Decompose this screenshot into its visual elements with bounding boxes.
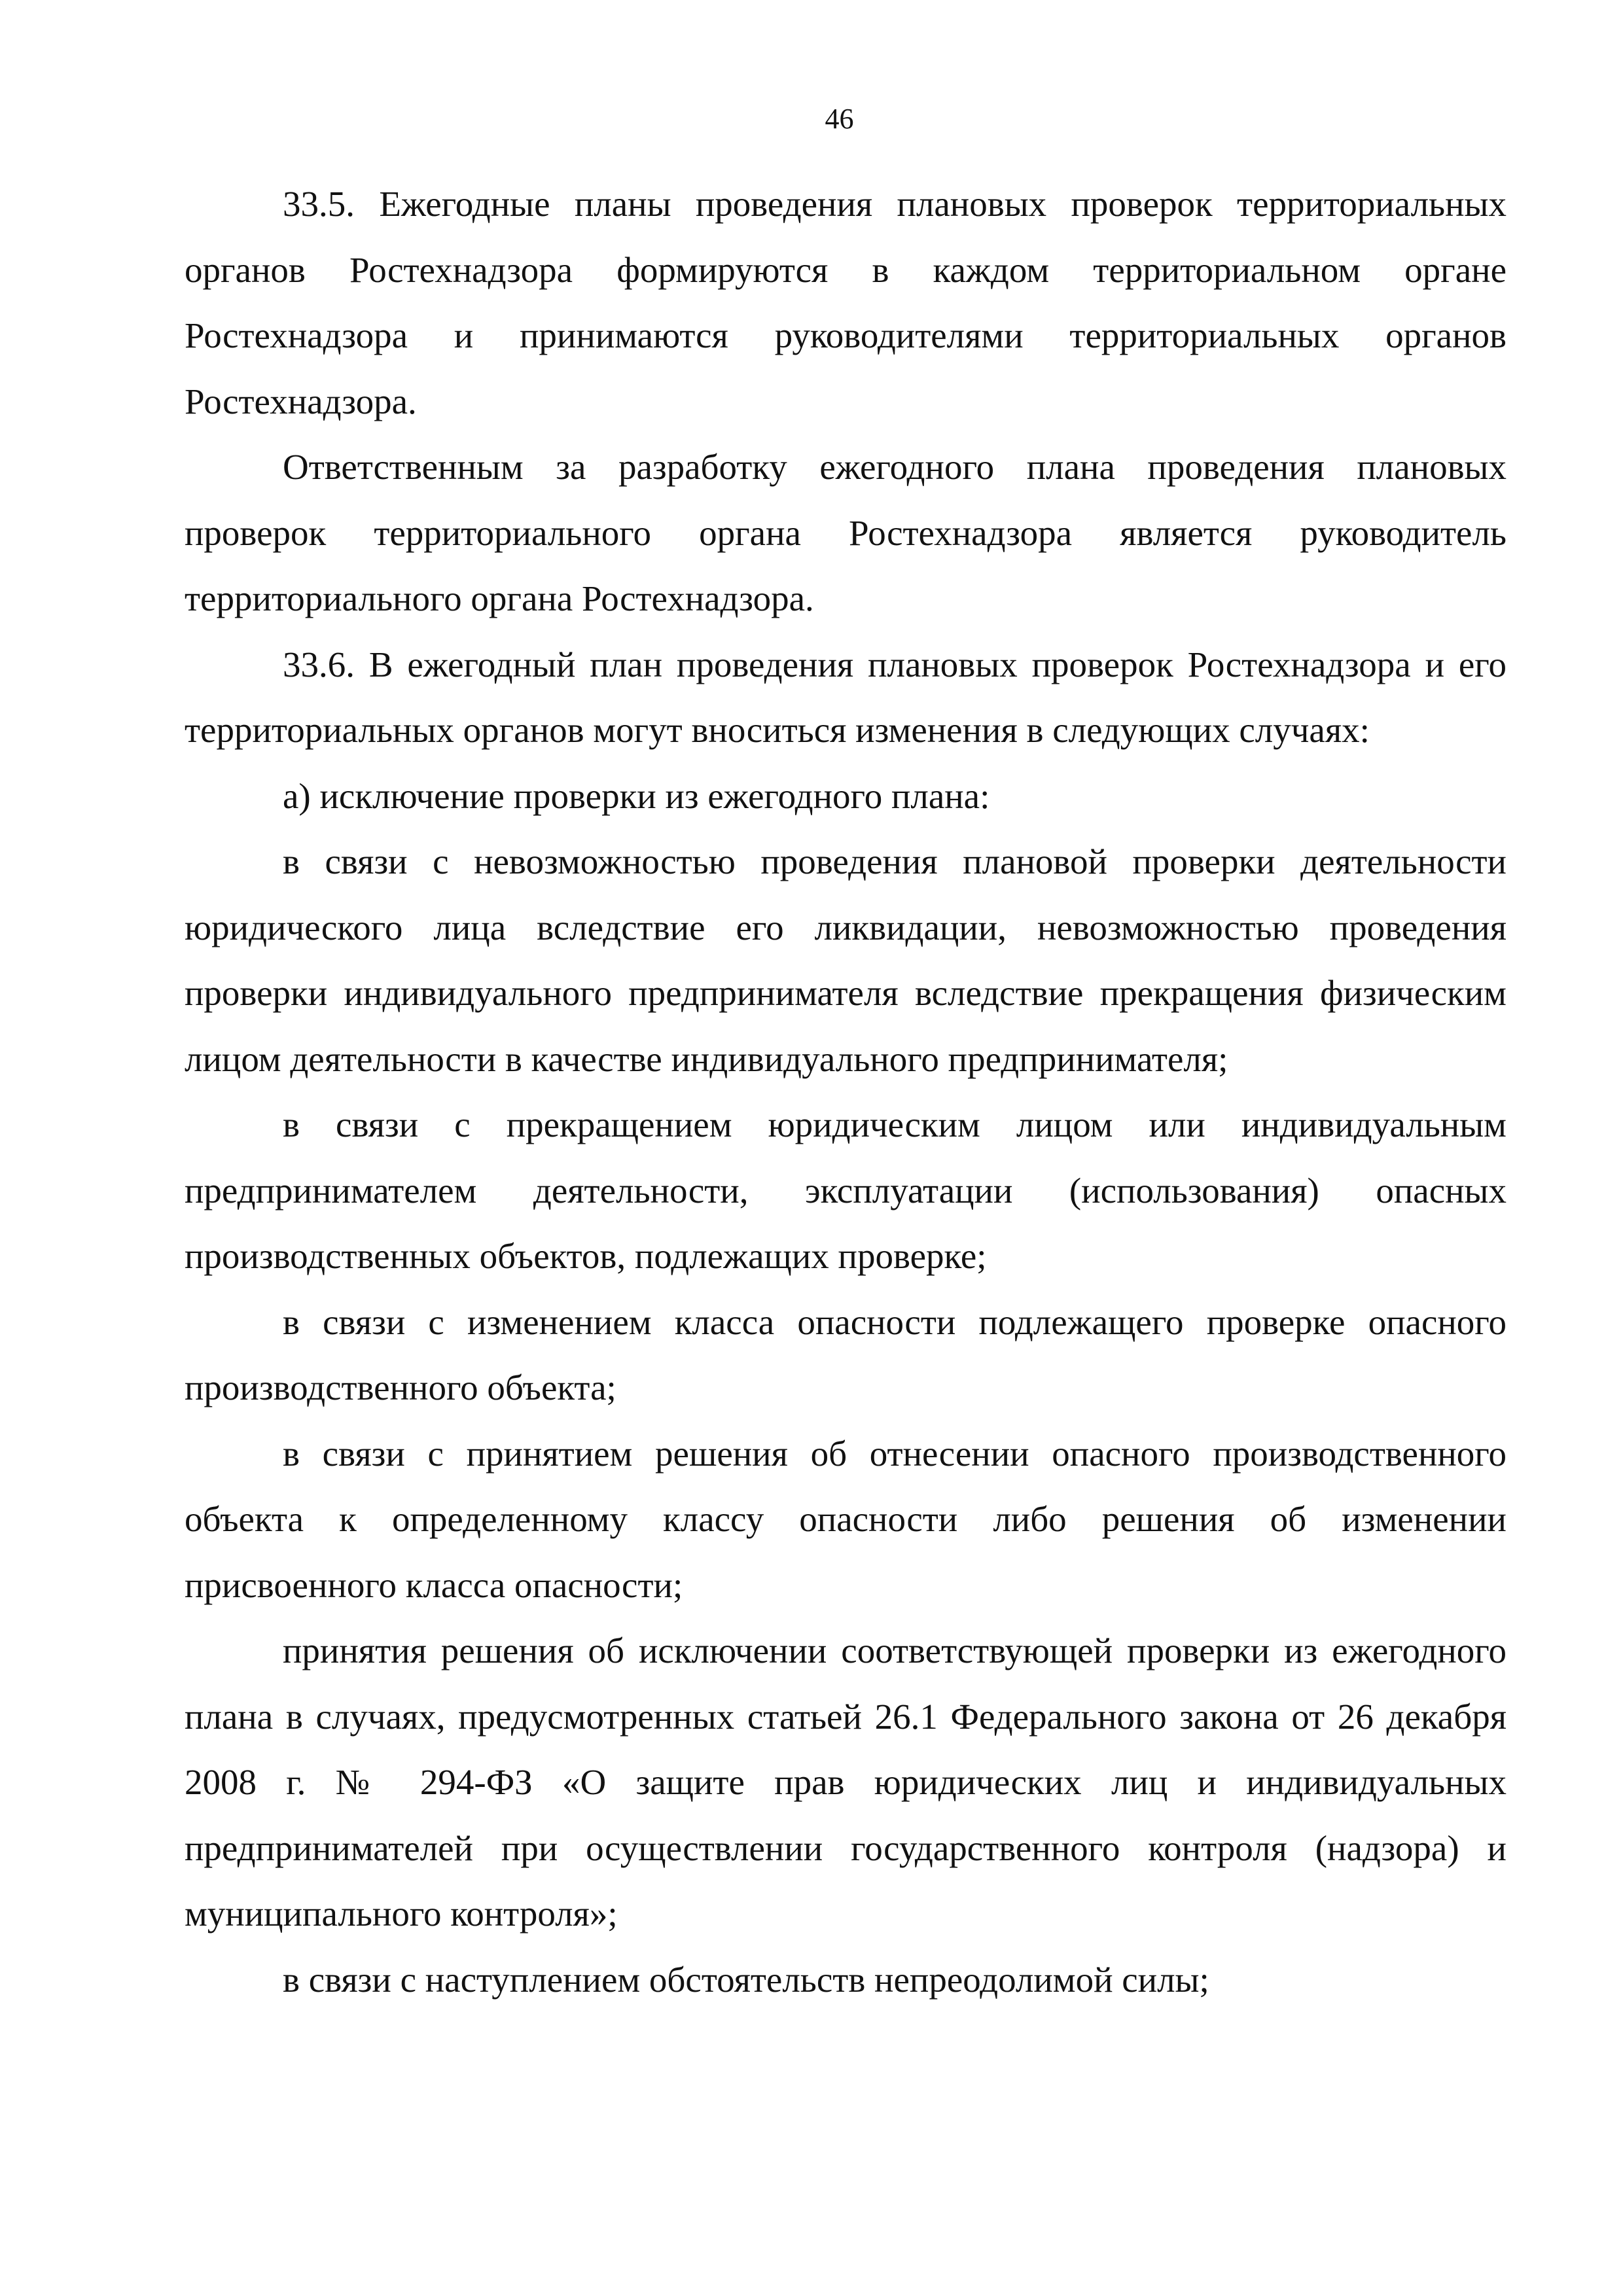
paragraph-item-a: а) исключение проверки из ежегодного плана: [283,775,990,816]
paragraph-hazard-class-decision: в связи с принятием решения об отнесении опасного производственного объекта к определенному классу опасности либо решения об изменении присвоенного класса опасности; [185,1433,1507,1605]
paragraph-exclusion-decision: принятия решения об исключении соответствующей проверки из ежегодного плана в случаях, предусмотренных статьей 26.1 Федерального закона от 26 декабря 2008 г. № 294-ФЗ «О защите прав юридических лиц и индивидуальных предпринимателей при осуществлении государственного контроля (надзора) и муниципального контроля»; [185,1631,1507,1934]
page-number: 46 [825,103,854,135]
paragraph-termination: в связи с прекращением юридическим лицом или индивидуальным предпринимателем деятельности, эксплуатации (использования) опасных производственных объектов, подлежащих проверке; [185,1104,1507,1276]
paragraph-33-6: 33.6. В ежегодный план проведения плановых проверок Ростехнадзора и его территориальных органов могут вноситься изменения в следующих случаях: [185,644,1507,750]
document-body [185,171,1507,2013]
paragraph-33-5: 33.5. Ежегодные планы проведения плановых проверок территориальных органов Ростехнадзора формируются в каждом территориальном органе Ростехнадзора и принимаются руководителями территориальных органов Ростехнадзора. [185,184,1507,421]
paragraph-hazard-class-change: в связи с изменением класса опасности подлежащего проверке опасного производственного объекта; [185,1301,1507,1407]
paragraph-liquidation: в связи с невозможностью проведения плановой проверки деятельности юридического лица вследствие его ликвидации, невозможностью проведения проверки индивидуального предпринимателя вследствие прекращения физическим лицом деятельности в качестве индивидуального предпринимателя; [185,841,1507,1079]
paragraph-force-majeure: в связи с наступлением обстоятельств непреодолимой силы; [283,1959,1209,2000]
paragraph-responsible: Ответственным за разработку ежегодного плана проведения плановых проверок территориального органа Ростехнадзора является руководитель территориального органа Ростехнадзора. [185,447,1507,618]
